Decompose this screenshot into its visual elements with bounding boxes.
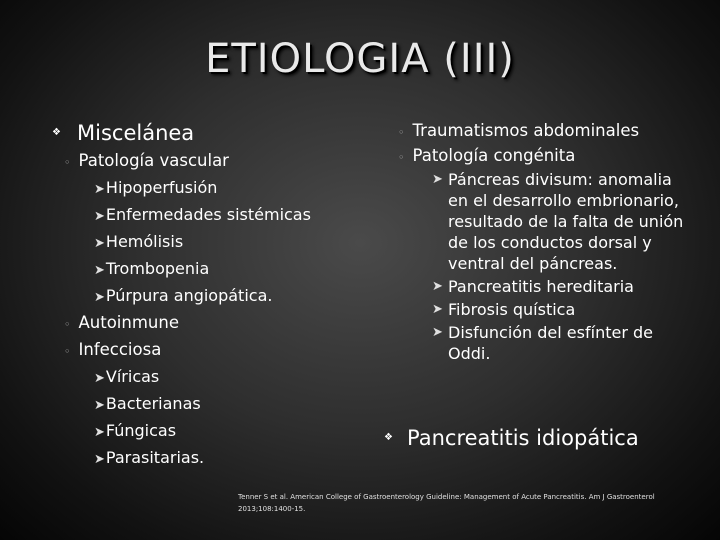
- list-item: ➤Púrpura angiopática.: [94, 286, 273, 305]
- group-patologia-congenita: ◦ Patología congénita: [398, 146, 576, 165]
- circle-bullet-icon: ◦: [64, 156, 71, 169]
- list-item: ➤ Pancreatitis hereditaria: [432, 277, 634, 296]
- list-item: ➤ Fibrosis quística: [432, 300, 576, 319]
- arrow-bullet-icon: ➤: [94, 263, 105, 278]
- final-heading-label: Pancreatitis idiopática: [407, 426, 639, 450]
- arrow-bullet-icon: ➤: [94, 452, 105, 467]
- slide-title: ETIOLOGIA (III): [205, 36, 515, 82]
- arrow-bullet-icon: ➤: [432, 172, 443, 187]
- arrow-bullet-icon: ➤: [94, 398, 105, 413]
- section-heading: [52, 118, 372, 148]
- arrow-bullet-icon: ➤: [94, 236, 105, 251]
- list-item: ➤Trombopenia: [94, 259, 210, 278]
- list-item: ➤Enfermedades sistémicas: [94, 205, 311, 224]
- list-item: ➤Hemólisis: [94, 232, 184, 251]
- list-item: ➤Hipoperfusión: [94, 178, 218, 197]
- list-item: ➤Parasitarias.: [94, 448, 205, 467]
- arrow-bullet-icon: ➤: [94, 182, 105, 197]
- reference-citation: Tenner S et al. American College of Gastroenterology Guideline: Management of Acute Pancreatitis. Am J Gastroenterol 2013;108:1400-15.: [238, 493, 655, 513]
- circle-bullet-icon: ◦: [398, 126, 405, 139]
- arrow-bullet-icon: ➤: [432, 302, 443, 317]
- arrow-bullet-icon: ➤: [94, 425, 105, 440]
- list-item: ➤Víricas: [94, 367, 160, 386]
- square-bullet-icon: ❖: [52, 127, 61, 138]
- section-heading-label: Miscelánea: [77, 121, 195, 145]
- list-item: ➤Bacterianas: [94, 394, 201, 413]
- arrow-bullet-icon: ➤: [432, 325, 443, 340]
- arrow-bullet-icon: ➤: [432, 279, 443, 294]
- right-column: [392, 118, 692, 364]
- list-item: ➤ Disfunción del esfínter de Oddi.: [432, 323, 653, 363]
- circle-bullet-icon: ◦: [398, 151, 405, 164]
- list-item: ➤Fúngicas: [94, 421, 177, 440]
- final-heading: [384, 424, 639, 452]
- list-item: ➤ Páncreas divisum: anomalia en el desarrollo embrionario, resultado de la falta de unión de los conductos dorsal y ventral del páncreas.: [432, 170, 684, 273]
- circle-bullet-icon: ◦: [64, 318, 71, 331]
- group-infecciosa: ◦ Infecciosa: [64, 340, 162, 359]
- arrow-bullet-icon: ➤: [94, 290, 105, 305]
- left-column: [52, 118, 372, 472]
- circle-bullet-icon: ◦: [64, 345, 71, 358]
- group-traumatismos: ◦ Traumatismos abdominales: [398, 121, 640, 140]
- group-autoinmune: ◦ Autoinmune: [64, 313, 179, 332]
- square-bullet-icon: ❖: [384, 432, 393, 443]
- group-patologia-vascular: ◦ Patología vascular: [64, 151, 229, 170]
- arrow-bullet-icon: ➤: [94, 209, 105, 224]
- arrow-bullet-icon: ➤: [94, 371, 105, 386]
